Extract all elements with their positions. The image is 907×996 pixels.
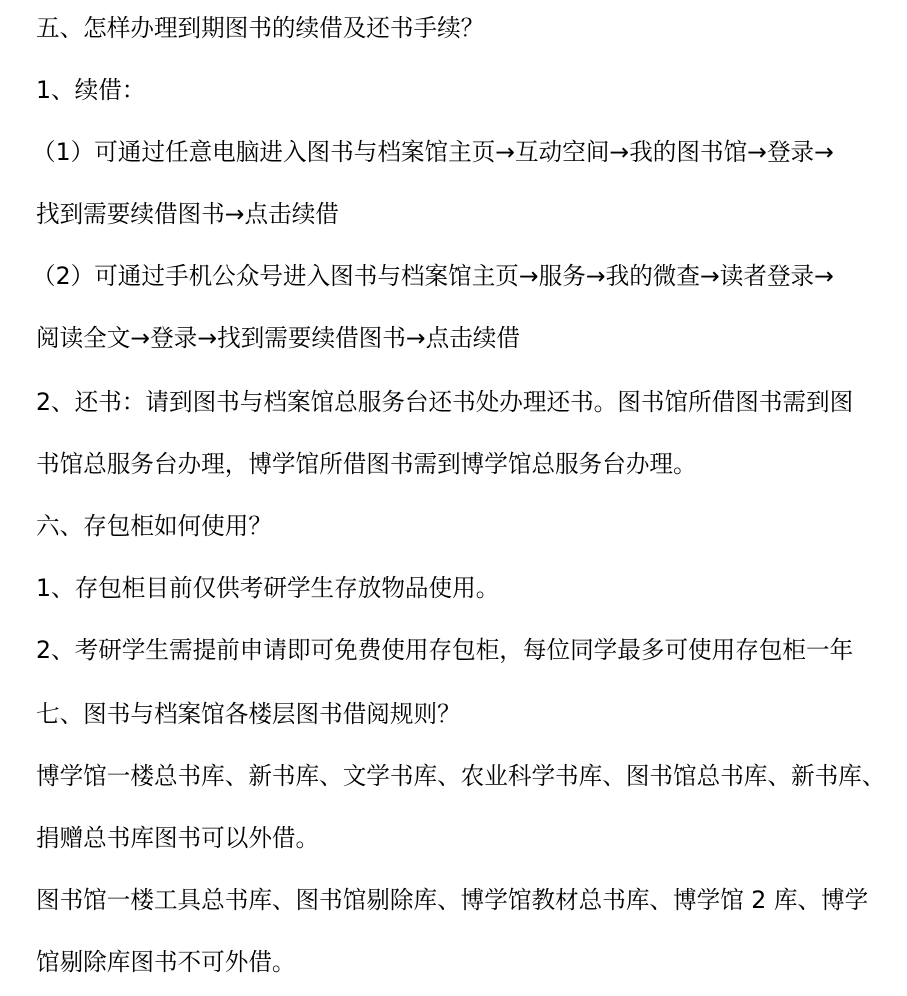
paragraph-renewal-method-1: （1）可通过任意电脑进入图书与档案馆主页→互动空间→我的图书馆→登录→ (32, 138, 834, 166)
heading-section-7: 七、图书与档案馆各楼层图书借阅规则？ (36, 700, 461, 728)
heading-section-6: 六、存包柜如何使用？ (36, 512, 272, 540)
paragraph-return-books: 2、还书：请到图书与档案馆总服务台还书处办理还书。图书馆所借图书需到图 (36, 388, 854, 416)
paragraph-lendable-stacks-cont: 捐赠总书库图书可以外借。 (36, 824, 320, 852)
paragraph-locker-1: 1、存包柜目前仅供考研学生存放物品使用。 (36, 574, 500, 602)
paragraph-lendable-stacks: 博学馆一楼总书库、新书库、文学书库、农业科学书库、图书馆总书库、新书库、 (36, 762, 886, 790)
paragraph-non-lendable-stacks: 图书馆一楼工具总书库、图书馆剔除库、博学馆教材总书库、博学馆 2 库、博学 (36, 886, 869, 914)
paragraph-locker-2: 2、考研学生需提前申请即可免费使用存包柜，每位同学最多可使用存包柜一年 (36, 636, 854, 664)
paragraph-non-lendable-stacks-cont: 馆剔除库图书不可外借。 (36, 948, 296, 976)
paragraph-return-books-cont: 书馆总服务台办理，博学馆所借图书需到博学馆总服务台办理。 (36, 450, 697, 478)
paragraph-renewal-method-2-cont: 阅读全文→登录→找到需要续借图书→点击续借 (36, 324, 520, 352)
paragraph-renewal-method-2: （2）可通过手机公众号进入图书与档案馆主页→服务→我的微查→读者登录→ (32, 262, 834, 290)
paragraph-renewal-method-1-cont: 找到需要续借图书→点击续借 (36, 200, 339, 228)
heading-section-5: 五、怎样办理到期图书的续借及还书手续？ (36, 14, 485, 42)
subheading-renewal: 1、续借： (36, 76, 146, 104)
